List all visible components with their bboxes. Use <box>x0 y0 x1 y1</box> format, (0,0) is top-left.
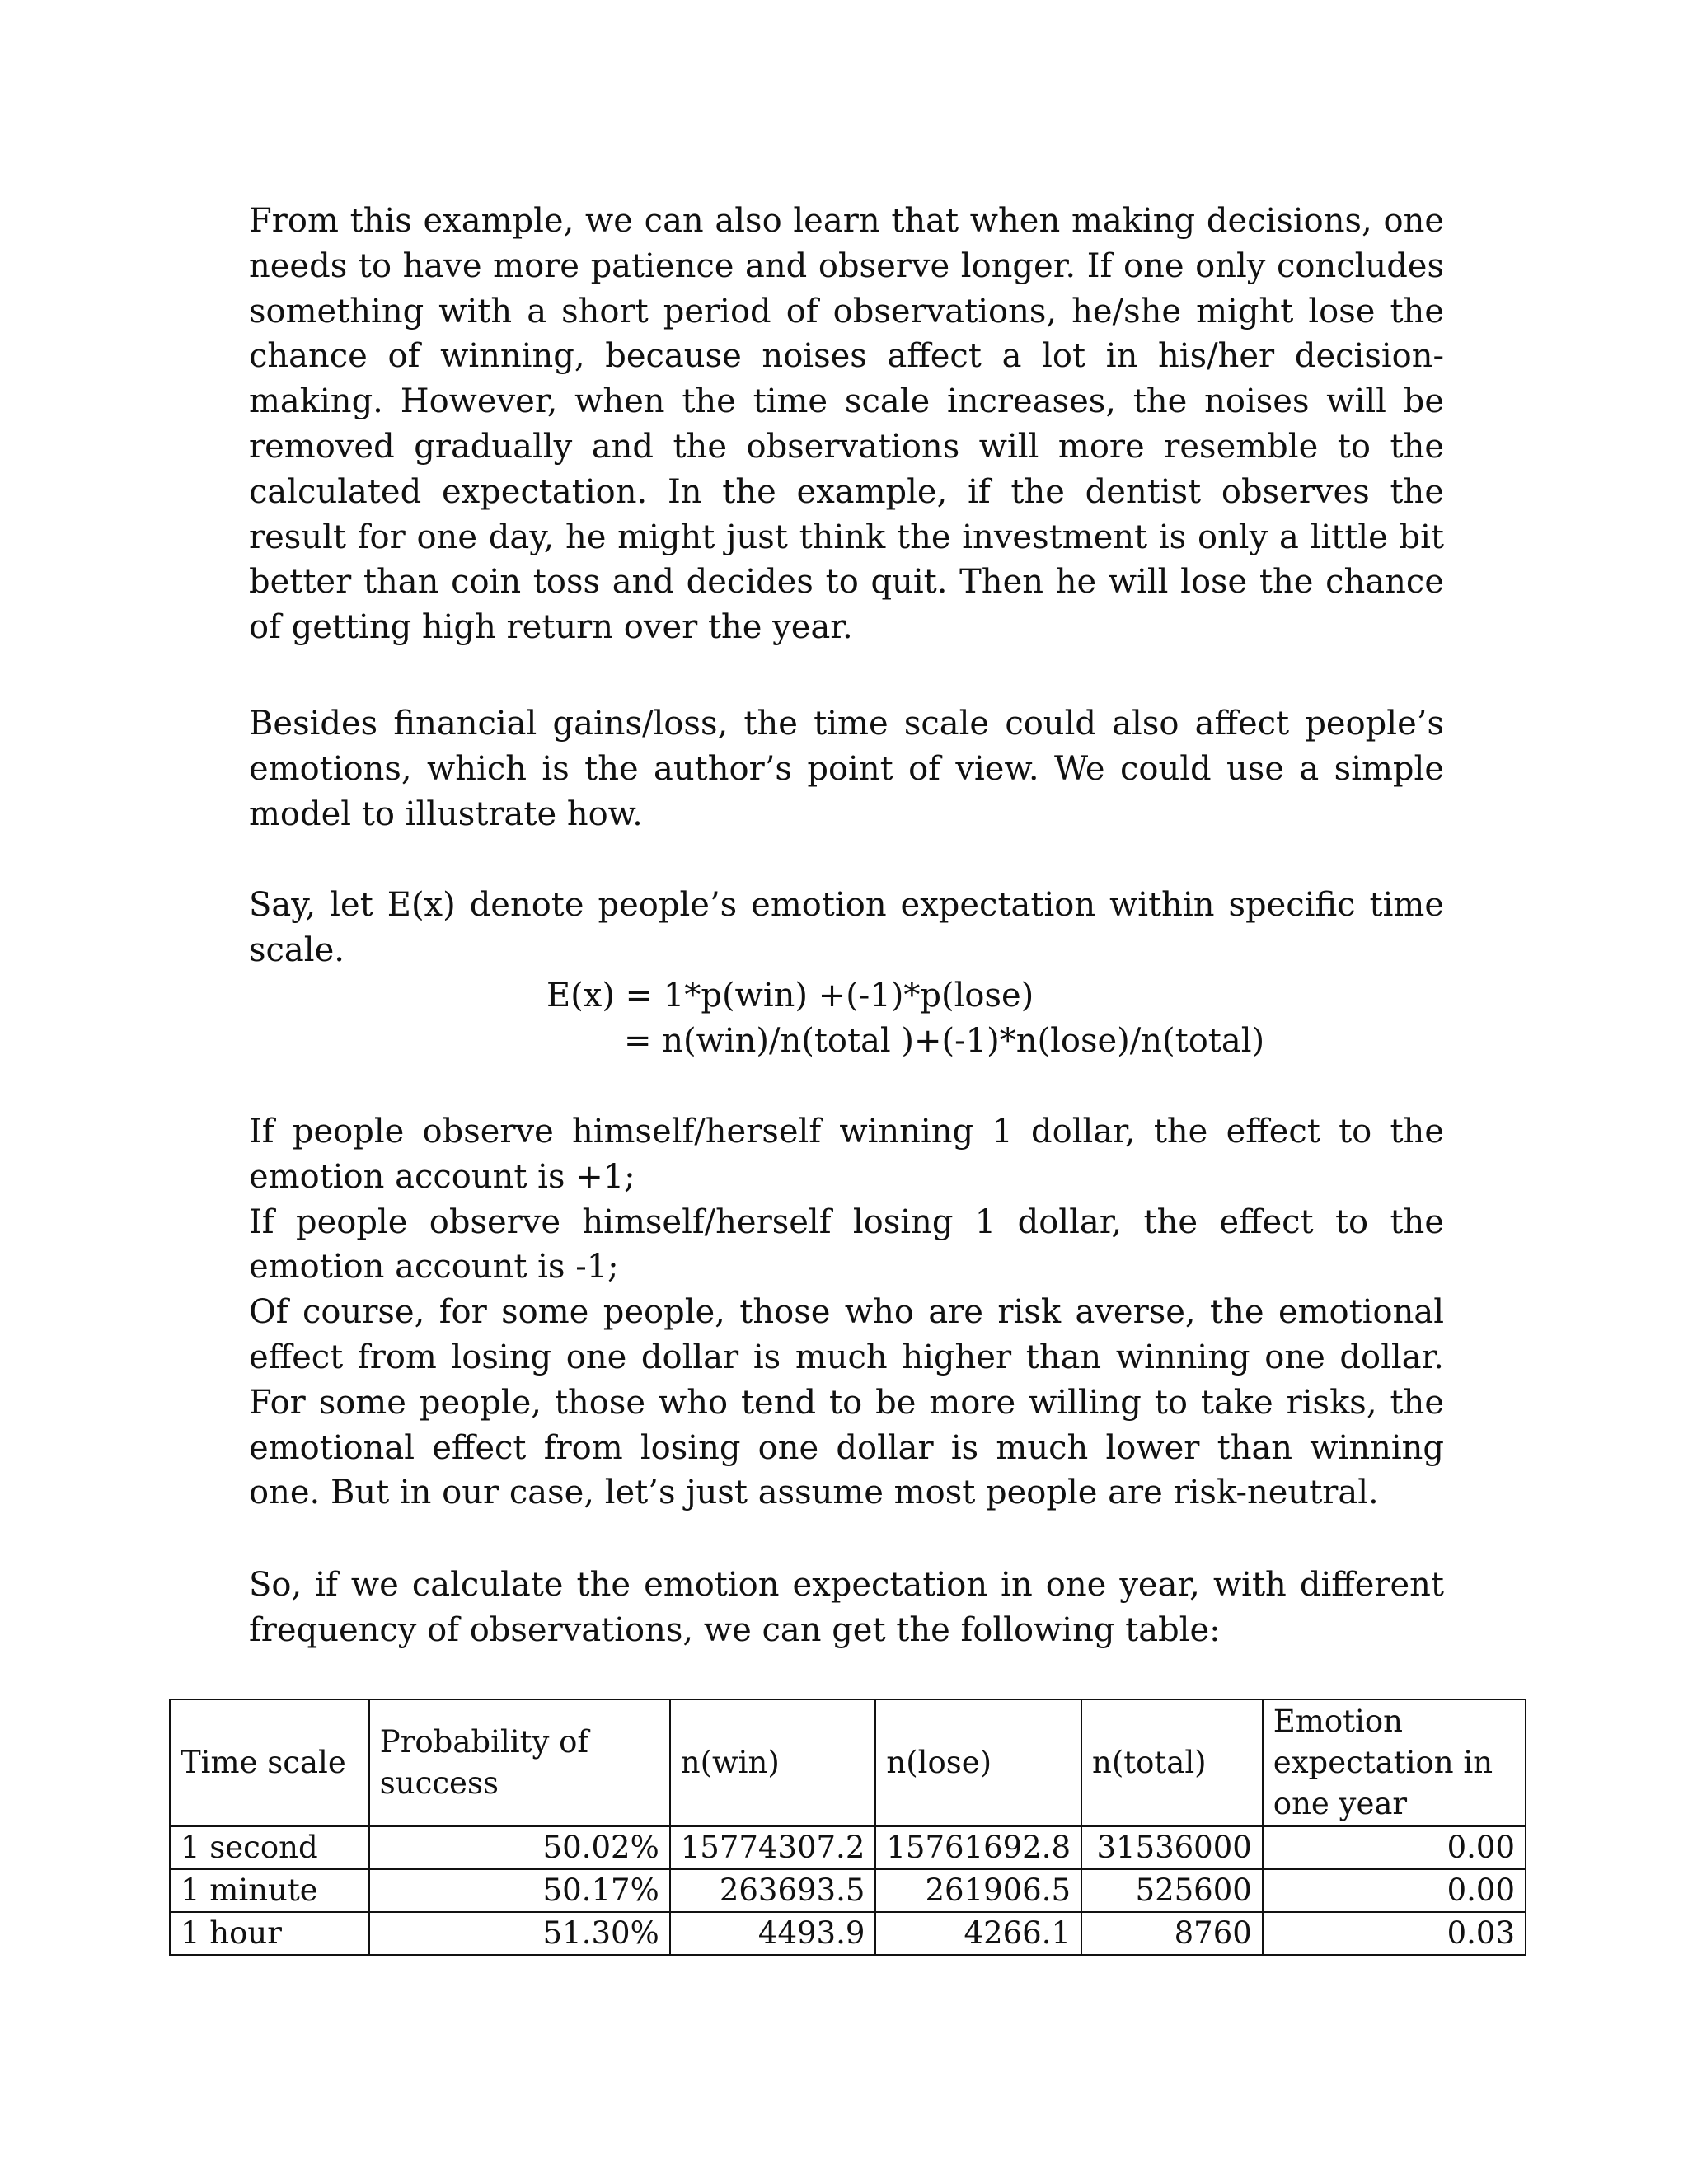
cell-n-total: 31536000 <box>1081 1826 1263 1869</box>
cell-n-lose: 15761692.8 <box>875 1826 1081 1869</box>
table-header-row <box>170 1699 1526 1826</box>
formula-line-2: = n(win)/n(total )+(-1)*n(lose)/n(total) <box>624 1022 1265 1060</box>
cell-probability: 50.02% <box>369 1826 670 1869</box>
cell-n-win: 4493.9 <box>670 1912 876 1955</box>
cell-emotion-expectation: 0.00 <box>1263 1869 1526 1912</box>
rule-risk-preference: Of course, for some people, those who are risk averse, the emotional effect from losing one dollar is much higher than winning one dollar. For some people, those who tend to be more willing to take risks, the emotional effect from losing one dollar is much lower than winning one. But in our case, let’s just assume most people are risk-neutral. <box>249 1293 1444 1512</box>
header-n-lose: n(lose) <box>875 1699 1081 1826</box>
cell-probability: 50.17% <box>369 1869 670 1912</box>
table-row <box>170 1869 1526 1912</box>
cell-n-win: 15774307.2 <box>670 1826 876 1869</box>
paragraph-definition: Say, let E(x) denote people’s emotion expectation within specific time scale. <box>249 886 1444 969</box>
header-probability: Probability of success <box>369 1699 670 1826</box>
cell-emotion-expectation: 0.03 <box>1263 1912 1526 1955</box>
paragraph-patience: From this example, we can also learn that when making decisions, one needs to have more patience and observe longer. If one only concludes something with a short period of observations, he/she might lose the chance of winning, because noises affect a lot in his/her decision-making. However, when the time scale increases, the noises will be removed gradually and the observations will more resemble to the calculated expectation. In the example, if the dentist observes the result for one day, he might just think the investment is only a little bit better than coin toss and decides to quit. Then he will lose the chance of getting high return over the year. <box>249 202 1444 647</box>
cell-time-scale: 1 minute <box>170 1869 369 1912</box>
rule-winning: If people observe himself/herself winning 1 dollar, the effect to the emotion account is +1; <box>249 1113 1444 1196</box>
cell-time-scale: 1 second <box>170 1826 369 1869</box>
cell-n-lose: 261906.5 <box>875 1869 1081 1912</box>
emotion-rules-block <box>249 1109 1444 1516</box>
header-n-win: n(win) <box>670 1699 876 1826</box>
table-row <box>170 1826 1526 1869</box>
cell-n-win: 263693.5 <box>670 1869 876 1912</box>
table-row <box>170 1912 1526 1955</box>
cell-probability: 51.30% <box>369 1912 670 1955</box>
paragraph-emotions: Besides financial gains/loss, the time scale could also affect people’s emotions, which is the author’s point of view. We could use a simple model to illustrate how. <box>249 705 1444 833</box>
cell-n-total: 8760 <box>1081 1912 1263 1955</box>
emotion-expectation-table <box>169 1699 1526 1956</box>
cell-emotion-expectation: 0.00 <box>1263 1826 1526 1869</box>
cell-time-scale: 1 hour <box>170 1912 369 1955</box>
paragraph-table-intro: So, if we calculate the emotion expectation in one year, with different frequency of observations, we can get the following table: <box>249 1566 1444 1649</box>
rule-losing: If people observe himself/herself losing 1 dollar, the effect to the emotion account is -1; <box>249 1202 1444 1286</box>
cell-n-lose: 4266.1 <box>875 1912 1081 1955</box>
header-emotion-expectation: Emotion expectation in one year <box>1263 1699 1526 1826</box>
cell-n-total: 525600 <box>1081 1869 1263 1912</box>
header-n-total: n(total) <box>1081 1699 1263 1826</box>
formula-line-1: E(x) = 1*p(win) +(-1)*p(lose) <box>546 977 1034 1015</box>
header-time-scale: Time scale <box>170 1699 369 1826</box>
